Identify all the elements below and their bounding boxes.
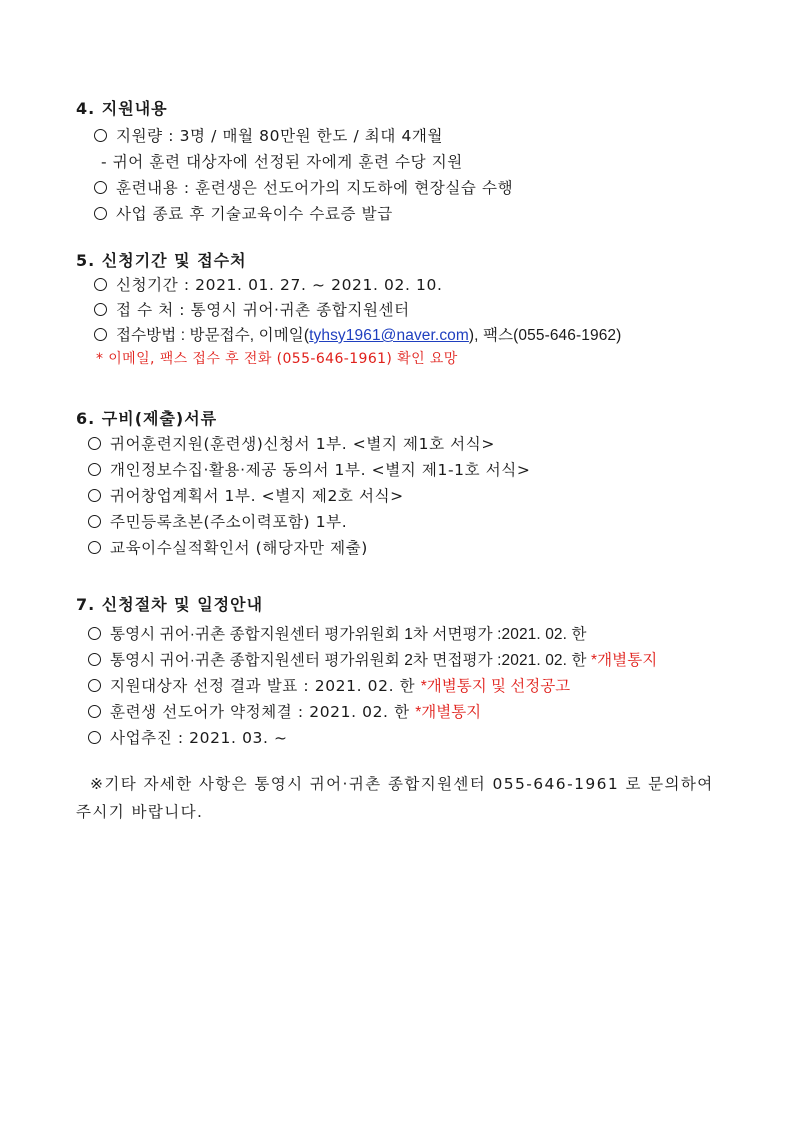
section-4-item: 사업 종료 후 기술교육이수 수료증 발급: [94, 202, 393, 224]
circle-bullet-icon: [94, 207, 107, 220]
section-7-title: 7. 신청절차 및 일정안내: [76, 595, 264, 614]
circle-bullet-icon: [94, 129, 107, 142]
section-4-item: 지원량 : 3명 / 매월 80만원 한도 / 최대 4개월: [94, 124, 443, 146]
application-period: 신청기간 : 2021. 01. 27. ~ 2021. 02. 10.: [94, 273, 442, 295]
email-link[interactable]: tyhsy1961@naver.com: [309, 327, 469, 344]
circle-bullet-icon: [88, 627, 101, 640]
circle-bullet-icon: [88, 541, 101, 554]
schedule-item: 훈련생 선도어가 약정체결 : 2021. 02. 한 *개별통지: [88, 700, 481, 722]
document-item: 교육이수실적확인서 (해당자만 제출): [88, 536, 368, 558]
section-6-title: 6. 구비(제출)서류: [76, 409, 218, 428]
circle-bullet-icon: [88, 515, 101, 528]
section-4-title: 4. 지원내용: [76, 99, 168, 118]
schedule-item: 통영시 귀어·귀촌 종합지원센터 평가위원회 2차 면접평가 :2021. 02. 한 *개별통지: [88, 648, 657, 670]
circle-bullet-icon: [88, 437, 101, 450]
circle-bullet-icon: [94, 328, 107, 341]
schedule-note: *개별통지: [415, 704, 482, 721]
circle-bullet-icon: [88, 731, 101, 744]
circle-bullet-icon: [88, 679, 101, 692]
contact-notice: ※기타 자세한 사항은 통영시 귀어·귀촌 종합지원센터 055-646-1961 로 문의하여 주시기 바랍니다.: [76, 775, 714, 821]
schedule-item: 통영시 귀어·귀촌 종합지원센터 평가위원회 1차 서면평가 :2021. 02. 한: [88, 622, 587, 644]
document-item: 귀어창업계획서 1부. <별지 제2호 서식>: [88, 484, 404, 506]
section-4-item: 훈련내용 : 훈련생은 선도어가의 지도하에 현장실습 수행: [94, 176, 513, 198]
section-5-title: 5. 신청기간 및 접수처: [76, 251, 247, 270]
circle-bullet-icon: [88, 463, 101, 476]
circle-bullet-icon: [88, 489, 101, 502]
circle-bullet-icon: [94, 278, 107, 291]
schedule-note: *개별통지 및 선정공고: [420, 678, 571, 695]
circle-bullet-icon: [88, 705, 101, 718]
application-note: * 이메일, 팩스 접수 후 전화 (055-646-1961) 확인 요망: [96, 351, 458, 367]
application-method: 접수방법 : 방문접수, 이메일(tyhsy1961@naver.com), 팩스(055-646-1962): [94, 323, 621, 345]
document-item: 개인정보수집·활용·제공 동의서 1부. <별지 제1-1호 서식>: [88, 458, 530, 480]
schedule-note: *개별통지: [590, 652, 658, 669]
section-4-subitem: - 귀어 훈련 대상자에 선정된 자에게 훈련 수당 지원: [101, 153, 463, 171]
circle-bullet-icon: [88, 653, 101, 666]
circle-bullet-icon: [94, 181, 107, 194]
schedule-item: 지원대상자 선정 결과 발표 : 2021. 02. 한 *개별통지 및 선정공고: [88, 674, 570, 696]
application-office: 접 수 처 : 통영시 귀어·귀촌 종합지원센터: [94, 298, 410, 320]
document-item: 주민등록초본(주소이력포함) 1부.: [88, 510, 347, 532]
schedule-item: 사업추진 : 2021. 03. ~: [88, 726, 288, 748]
circle-bullet-icon: [94, 303, 107, 316]
document-item: 귀어훈련지원(훈련생)신청서 1부. <별지 제1호 서식>: [88, 432, 495, 454]
